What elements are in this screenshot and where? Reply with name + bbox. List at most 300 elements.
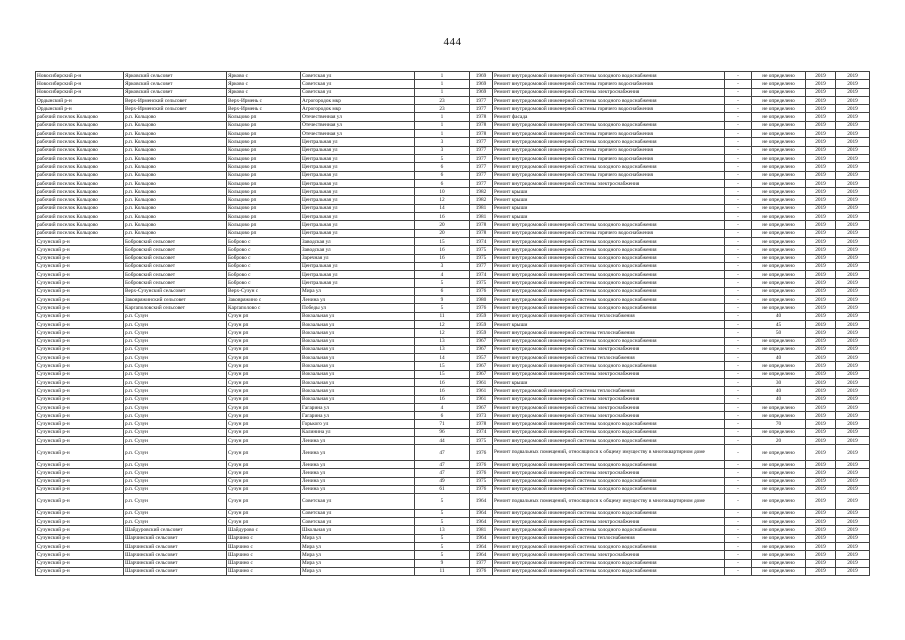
end-year-cell: 2019 — [836, 378, 870, 386]
table-row — [36, 254, 870, 262]
dash-cell: - — [725, 542, 752, 550]
end-year-cell: 2019 — [836, 304, 870, 312]
end-year-cell: 2019 — [836, 354, 870, 362]
table-row — [36, 196, 870, 204]
table-row — [36, 460, 870, 468]
municipality-cell: р.п. Кольцово — [124, 130, 227, 138]
settlement-cell: Боброво с — [227, 246, 301, 254]
house-number-cell: 20 — [415, 221, 470, 229]
end-year-cell: 2019 — [836, 262, 870, 270]
street-cell: Советская ул — [301, 509, 415, 517]
house-number-cell: 16 — [415, 387, 470, 395]
work-type-cell: Ремонт внутридомовой инженерной системы горячего водоснабжения — [493, 130, 725, 138]
municipality-cell: р.п. Сузун — [124, 312, 227, 320]
end-year-cell: 2019 — [836, 96, 870, 104]
work-type-cell: Ремонт внутридомовой инженерной системы холодного водоснабжения — [493, 304, 725, 312]
settlement-cell: Ярково с — [227, 88, 301, 96]
municipality-cell: Шайдуровский сельсовет — [124, 526, 227, 534]
municipality-cell: р.п. Кольцово — [124, 138, 227, 146]
municipality-cell: Бобровский сельсовет — [124, 271, 227, 279]
build-year-cell: 1977 — [470, 262, 493, 270]
cost-cell: не определено — [752, 171, 806, 179]
house-number-cell: 3 — [415, 262, 470, 270]
cost-cell: не определено — [752, 279, 806, 287]
settlement-cell: Сузун рп — [227, 412, 301, 420]
work-type-cell: Ремонт внутридомовой инженерной системы теплоснабжения — [493, 354, 725, 362]
table-row — [36, 204, 870, 212]
dash-cell: - — [725, 420, 752, 428]
settlement-cell: Боброво с — [227, 279, 301, 287]
end-year-cell: 2019 — [836, 138, 870, 146]
house-number-cell: 5 — [415, 518, 470, 526]
end-year-cell: 2019 — [836, 437, 870, 445]
work-type-cell: Ремонт внутридомовой инженерной системы холодного водоснабжения — [493, 221, 725, 229]
district-cell: рабочий поселок Кольцово — [36, 138, 124, 146]
settlement-cell: Сузун рп — [227, 420, 301, 428]
house-number-cell: 9 — [415, 559, 470, 567]
work-type-cell: Ремонт внутридомовой инженерной системы теплоснабжения — [493, 329, 725, 337]
district-cell: Сузунский р-н — [36, 237, 124, 245]
house-number-cell: 11 — [415, 567, 470, 575]
build-year-cell: 1981 — [470, 204, 493, 212]
municipality-cell: Шарчинский сельсовет — [124, 534, 227, 542]
build-year-cell: 1978 — [470, 130, 493, 138]
start-year-cell: 2019 — [806, 96, 836, 104]
build-year-cell: 1977 — [470, 105, 493, 113]
build-year-cell: 1957 — [470, 354, 493, 362]
work-type-cell: Ремонт внутридомовой инженерной системы холодного водоснабжения — [493, 287, 725, 295]
cost-cell: не определено — [752, 80, 806, 88]
table-row — [36, 362, 870, 370]
settlement-cell: Боброво с — [227, 271, 301, 279]
district-cell: Сузунский р-н — [36, 304, 124, 312]
cost-cell: не определено — [752, 412, 806, 420]
settlement-cell: Верх-Ирмень с — [227, 96, 301, 104]
house-number-cell: 5 — [415, 279, 470, 287]
cost-cell: не определено — [752, 254, 806, 262]
table-row — [36, 229, 870, 237]
district-cell: рабочий поселок Кольцово — [36, 221, 124, 229]
end-year-cell: 2019 — [836, 80, 870, 88]
dash-cell: - — [725, 105, 752, 113]
settlement-cell: Сузун рп — [227, 509, 301, 517]
house-number-cell: 1 — [415, 130, 470, 138]
start-year-cell: 2019 — [806, 80, 836, 88]
end-year-cell: 2019 — [836, 287, 870, 295]
district-cell: Сузунский р-н — [36, 420, 124, 428]
start-year-cell: 2019 — [806, 271, 836, 279]
build-year-cell: 1961 — [470, 395, 493, 403]
table-row — [36, 287, 870, 295]
municipality-cell: Шарчинский сельсовет — [124, 567, 227, 575]
table-row — [36, 163, 870, 171]
build-year-cell: 1982 — [470, 196, 493, 204]
dash-cell: - — [725, 254, 752, 262]
start-year-cell: 2019 — [806, 188, 836, 196]
municipality-cell: Шарчинский сельсовет — [124, 542, 227, 550]
street-cell: Советская ул — [301, 518, 415, 526]
start-year-cell: 2019 — [806, 254, 836, 262]
dash-cell: - — [725, 246, 752, 254]
end-year-cell: 2019 — [836, 88, 870, 96]
start-year-cell: 2019 — [806, 542, 836, 550]
work-type-cell: Ремонт внутридомовой инженерной системы холодного водоснабжения — [493, 337, 725, 345]
district-cell: Сузунский р-н — [36, 262, 124, 270]
district-cell: Сузунский р-н — [36, 279, 124, 287]
start-year-cell: 2019 — [806, 567, 836, 575]
table-row — [36, 329, 870, 337]
work-type-cell: Ремонт внутридомовой инженерной системы электроснабжения — [493, 412, 725, 420]
build-year-cell: 1975 — [470, 246, 493, 254]
work-type-cell: Ремонт крыши — [493, 196, 725, 204]
dash-cell: - — [725, 526, 752, 534]
cost-cell: не определено — [752, 221, 806, 229]
end-year-cell: 2019 — [836, 403, 870, 411]
district-cell: Ордынский р-н — [36, 105, 124, 113]
work-type-cell: Ремонт внутридомовой инженерной системы холодного водоснабжения — [493, 262, 725, 270]
start-year-cell: 2019 — [806, 518, 836, 526]
work-type-cell: Ремонт внутридомовой инженерной системы электроснабжения — [493, 551, 725, 559]
dash-cell: - — [725, 163, 752, 171]
district-cell: рабочий поселок Кольцово — [36, 130, 124, 138]
house-number-cell: 44 — [415, 437, 470, 445]
settlement-cell: Кольцово рп — [227, 171, 301, 179]
start-year-cell: 2019 — [806, 329, 836, 337]
work-type-cell: Ремонт внутридомовой инженерной системы холодного водоснабжения — [493, 542, 725, 550]
end-year-cell: 2019 — [836, 171, 870, 179]
start-year-cell: 2019 — [806, 526, 836, 534]
street-cell: Вокзальная ул — [301, 345, 415, 353]
cost-cell: не определено — [752, 121, 806, 129]
municipality-cell: р.п. Сузун — [124, 518, 227, 526]
build-year-cell: 1976 — [470, 304, 493, 312]
house-number-cell: 6 — [415, 287, 470, 295]
cost-cell: не определено — [752, 213, 806, 221]
start-year-cell: 2019 — [806, 204, 836, 212]
house-number-cell: 4 — [415, 403, 470, 411]
build-year-cell: 1959 — [470, 320, 493, 328]
municipality-cell: р.п. Сузун — [124, 469, 227, 477]
start-year-cell: 2019 — [806, 395, 836, 403]
street-cell: Центральная ул — [301, 163, 415, 171]
street-cell: Центральная ул — [301, 146, 415, 154]
street-cell: Советская ул — [301, 494, 415, 510]
start-year-cell: 2019 — [806, 196, 836, 204]
work-type-cell: Ремонт внутридомовой инженерной системы холодного водоснабжения — [493, 296, 725, 304]
table-row — [36, 279, 870, 287]
settlement-cell: Верх-Сузун с — [227, 287, 301, 295]
house-number-cell: 23 — [415, 96, 470, 104]
house-number-cell: 23 — [415, 105, 470, 113]
build-year-cell: 1964 — [470, 551, 493, 559]
build-year-cell: 1977 — [470, 138, 493, 146]
district-cell: Сузунский р-н — [36, 477, 124, 485]
dash-cell: - — [725, 337, 752, 345]
district-cell: Сузунский р-н — [36, 320, 124, 328]
settlement-cell: Кольцово рп — [227, 154, 301, 162]
house-number-cell: 6 — [415, 179, 470, 187]
end-year-cell: 2019 — [836, 445, 870, 461]
street-cell: Отечественная ул — [301, 130, 415, 138]
cost-cell: 40 — [752, 395, 806, 403]
settlement-cell: Кольцово рп — [227, 146, 301, 154]
registry-body — [36, 72, 870, 576]
cost-cell: не определено — [752, 362, 806, 370]
cost-cell: не определено — [752, 526, 806, 534]
street-cell: Центральная ул — [301, 213, 415, 221]
table-row — [36, 412, 870, 420]
municipality-cell: Ярковский сельсовет — [124, 88, 227, 96]
street-cell: Вокзальная ул — [301, 337, 415, 345]
build-year-cell: 1977 — [470, 163, 493, 171]
street-cell: Вокзальная ул — [301, 320, 415, 328]
street-cell: Гагарина ул — [301, 412, 415, 420]
district-cell: Новосибирский р-н — [36, 80, 124, 88]
build-year-cell: 1978 — [470, 221, 493, 229]
municipality-cell: Бобровский сельсовет — [124, 279, 227, 287]
start-year-cell: 2019 — [806, 420, 836, 428]
cost-cell: не определено — [752, 518, 806, 526]
settlement-cell: Кольцово рп — [227, 204, 301, 212]
start-year-cell: 2019 — [806, 163, 836, 171]
district-cell: Сузунский р-н — [36, 518, 124, 526]
cost-cell: не определено — [752, 96, 806, 104]
dash-cell: - — [725, 262, 752, 270]
start-year-cell: 2019 — [806, 154, 836, 162]
build-year-cell: 1967 — [470, 345, 493, 353]
municipality-cell: р.п. Сузун — [124, 329, 227, 337]
build-year-cell: 1975 — [470, 477, 493, 485]
cost-cell: не определено — [752, 509, 806, 517]
start-year-cell: 2019 — [806, 237, 836, 245]
work-type-cell: Ремонт внутридомовой инженерной системы теплоснабжения — [493, 387, 725, 395]
work-type-cell: Ремонт внутридомовой инженерной системы холодного водоснабжения — [493, 121, 725, 129]
street-cell: Вокзальная ул — [301, 387, 415, 395]
start-year-cell: 2019 — [806, 138, 836, 146]
dash-cell: - — [725, 345, 752, 353]
dash-cell: - — [725, 146, 752, 154]
street-cell: Вокзальная ул — [301, 378, 415, 386]
start-year-cell: 2019 — [806, 179, 836, 187]
settlement-cell: Сузун рп — [227, 378, 301, 386]
start-year-cell: 2019 — [806, 262, 836, 270]
work-type-cell: Ремонт внутридомовой инженерной системы холодного водоснабжения — [493, 237, 725, 245]
end-year-cell: 2019 — [836, 526, 870, 534]
street-cell: Мира ул — [301, 551, 415, 559]
table-row — [36, 559, 870, 567]
cost-cell: не определено — [752, 113, 806, 121]
build-year-cell: 1982 — [470, 188, 493, 196]
settlement-cell: Кольцово рп — [227, 221, 301, 229]
work-type-cell: Ремонт внутридомовой инженерной системы холодного водоснабжения — [493, 163, 725, 171]
work-type-cell: Ремонт внутридомовой инженерной системы холодного водоснабжения — [493, 526, 725, 534]
table-row — [36, 509, 870, 517]
cost-cell: не определено — [752, 485, 806, 493]
cost-cell: не определено — [752, 105, 806, 113]
start-year-cell: 2019 — [806, 296, 836, 304]
street-cell: Центральная ул — [301, 188, 415, 196]
dash-cell: - — [725, 412, 752, 420]
end-year-cell: 2019 — [836, 420, 870, 428]
table-row — [36, 296, 870, 304]
build-year-cell: 1964 — [470, 534, 493, 542]
house-number-cell: 6 — [415, 163, 470, 171]
street-cell: Заводская ул — [301, 246, 415, 254]
municipality-cell: р.п. Сузун — [124, 412, 227, 420]
municipality-cell: р.п. Сузун — [124, 437, 227, 445]
house-number-cell: 6 — [415, 412, 470, 420]
table-row — [36, 526, 870, 534]
build-year-cell: 1975 — [470, 437, 493, 445]
settlement-cell: Шарчино с — [227, 559, 301, 567]
table-row — [36, 378, 870, 386]
work-type-cell: Ремонт внутридомовой инженерной системы холодного водоснабжения — [493, 420, 725, 428]
municipality-cell: р.п. Сузун — [124, 320, 227, 328]
table-row — [36, 567, 870, 575]
end-year-cell: 2019 — [836, 237, 870, 245]
cost-cell: не определено — [752, 271, 806, 279]
table-row — [36, 420, 870, 428]
dash-cell: - — [725, 387, 752, 395]
work-type-cell: Ремонт внутридомовой инженерной системы электроснабжения — [493, 179, 725, 187]
build-year-cell: 1977 — [470, 179, 493, 187]
house-number-cell: 9 — [415, 296, 470, 304]
district-cell: рабочий поселок Кольцово — [36, 196, 124, 204]
dash-cell: - — [725, 213, 752, 221]
start-year-cell: 2019 — [806, 146, 836, 154]
dash-cell: - — [725, 154, 752, 162]
dash-cell: - — [725, 437, 752, 445]
work-type-cell: Ремонт внутридомовой инженерной системы теплоснабжения — [493, 312, 725, 320]
district-cell: рабочий поселок Кольцово — [36, 146, 124, 154]
build-year-cell: 1978 — [470, 229, 493, 237]
house-number-cell: 13 — [415, 526, 470, 534]
house-number-cell: 15 — [415, 362, 470, 370]
table-row — [36, 246, 870, 254]
settlement-cell: Кольцово рп — [227, 196, 301, 204]
work-type-cell: Ремонт внутридомовой инженерной системы холодного водоснабжения — [493, 362, 725, 370]
municipality-cell: р.п. Сузун — [124, 337, 227, 345]
dash-cell: - — [725, 113, 752, 121]
cost-cell: не определено — [752, 542, 806, 550]
dash-cell: - — [725, 559, 752, 567]
cost-cell: 45 — [752, 320, 806, 328]
end-year-cell: 2019 — [836, 542, 870, 550]
build-year-cell: 1976 — [470, 445, 493, 461]
cost-cell: не определено — [752, 534, 806, 542]
cost-cell: не определено — [752, 237, 806, 245]
dash-cell: - — [725, 534, 752, 542]
build-year-cell: 1959 — [470, 312, 493, 320]
street-cell: Вокзальная ул — [301, 354, 415, 362]
dash-cell: - — [725, 130, 752, 138]
start-year-cell: 2019 — [806, 121, 836, 129]
end-year-cell: 2019 — [836, 196, 870, 204]
district-cell: Сузунский р-н — [36, 485, 124, 493]
house-number-cell: 47 — [415, 469, 470, 477]
table-row — [36, 445, 870, 461]
dash-cell: - — [725, 395, 752, 403]
house-number-cell: 96 — [415, 428, 470, 436]
district-cell: Сузунский р-н — [36, 362, 124, 370]
dash-cell: - — [725, 138, 752, 146]
start-year-cell: 2019 — [806, 229, 836, 237]
district-cell: Новосибирский р-н — [36, 88, 124, 96]
district-cell: Сузунский р-н — [36, 412, 124, 420]
start-year-cell: 2019 — [806, 378, 836, 386]
district-cell: рабочий поселок Кольцово — [36, 229, 124, 237]
cost-cell: не определено — [752, 204, 806, 212]
cost-cell: не определено — [752, 262, 806, 270]
build-year-cell: 1964 — [470, 518, 493, 526]
settlement-cell: Кольцово рп — [227, 138, 301, 146]
settlement-cell: Сузун рп — [227, 395, 301, 403]
work-type-cell: Ремонт внутридомовой инженерной системы холодного водоснабжения — [493, 96, 725, 104]
dash-cell: - — [725, 229, 752, 237]
dash-cell: - — [725, 296, 752, 304]
table-row — [36, 88, 870, 96]
start-year-cell: 2019 — [806, 221, 836, 229]
dash-cell: - — [725, 88, 752, 96]
municipality-cell: р.п. Кольцово — [124, 154, 227, 162]
start-year-cell: 2019 — [806, 534, 836, 542]
street-cell: Центральная ул — [301, 221, 415, 229]
house-number-cell: 47 — [415, 445, 470, 461]
start-year-cell: 2019 — [806, 428, 836, 436]
street-cell: Ленина ул — [301, 477, 415, 485]
start-year-cell: 2019 — [806, 312, 836, 320]
municipality-cell: Бобровский сельсовет — [124, 237, 227, 245]
build-year-cell: 1977 — [470, 154, 493, 162]
street-cell: Советская ул — [301, 80, 415, 88]
work-type-cell: Ремонт внутридомовой инженерной системы горячего водоснабжения — [493, 171, 725, 179]
district-cell: Сузунский р-н — [36, 428, 124, 436]
dash-cell: - — [725, 196, 752, 204]
cost-cell: не определено — [752, 567, 806, 575]
street-cell: Центральная ул — [301, 179, 415, 187]
street-cell: Центральная ул — [301, 171, 415, 179]
municipality-cell: Шарчинский сельсовет — [124, 559, 227, 567]
municipality-cell: р.п. Сузун — [124, 485, 227, 493]
dash-cell: - — [725, 80, 752, 88]
municipality-cell: р.п. Сузун — [124, 477, 227, 485]
district-cell: Сузунский р-н — [36, 542, 124, 550]
street-cell: Центральная ул — [301, 138, 415, 146]
settlement-cell: Кольцово рп — [227, 213, 301, 221]
table-row — [36, 221, 870, 229]
start-year-cell: 2019 — [806, 105, 836, 113]
settlement-cell: Шайдурово с — [227, 526, 301, 534]
house-number-cell: 5 — [415, 551, 470, 559]
table-row — [36, 130, 870, 138]
work-type-cell: Ремонт внутридомовой инженерной системы холодного водоснабжения — [493, 271, 725, 279]
municipality-cell: Ярковский сельсовет — [124, 80, 227, 88]
start-year-cell: 2019 — [806, 494, 836, 510]
table-row — [36, 113, 870, 121]
house-number-cell: 5 — [415, 304, 470, 312]
municipality-cell: р.п. Кольцово — [124, 204, 227, 212]
start-year-cell: 2019 — [806, 72, 836, 80]
build-year-cell: 1977 — [470, 171, 493, 179]
work-type-cell: Ремонт внутридомовой инженерной системы горячего водоснабжения — [493, 229, 725, 237]
municipality-cell: р.п. Сузун — [124, 445, 227, 461]
settlement-cell: Сузун рп — [227, 460, 301, 468]
dash-cell: - — [725, 304, 752, 312]
table-row — [36, 518, 870, 526]
table-row — [36, 542, 870, 550]
district-cell: Сузунский р-н — [36, 395, 124, 403]
street-cell: Вокзальная ул — [301, 370, 415, 378]
